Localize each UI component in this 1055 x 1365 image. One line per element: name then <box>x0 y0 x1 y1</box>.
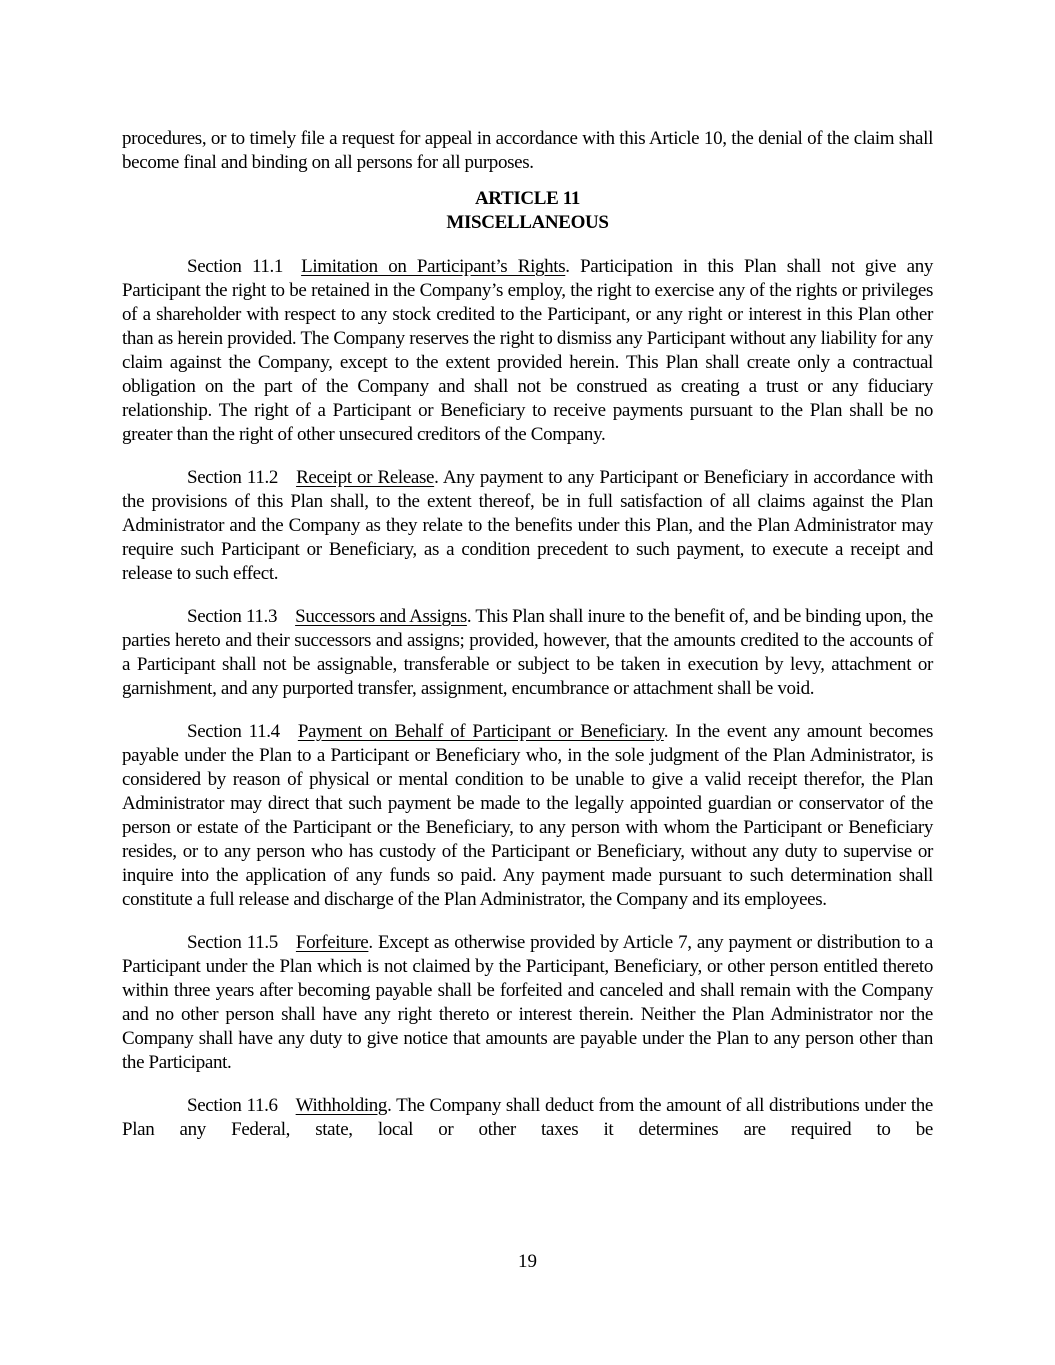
article-title: MISCELLANEOUS <box>446 212 609 233</box>
intro-paragraph <box>122 127 933 175</box>
section-title: Limitation on Participant’s Rights <box>301 256 566 277</box>
body-text <box>122 127 933 1161</box>
section-label: Section 11.2 <box>187 467 279 488</box>
section-body: . Except as otherwise provided by Article 7, any payment or distribution to a Participant under the Plan which is not claimed by the Participant, Beneficiary, or other person entitled thereto within three years after becoming payable shall be forfeited and canceled and shall remain with the Company and no other person shall have any right thereto or interest therein. Neither the Plan Administrator nor the Company shall have any duty to give notice that amounts are payable under the Plan to any person other than the Participant. <box>122 932 933 1073</box>
section-paragraph-11-2 <box>122 466 933 586</box>
section-paragraph-11-3 <box>122 605 933 701</box>
section-paragraph-11-5 <box>122 931 933 1075</box>
article-number: ARTICLE 11 <box>474 188 581 209</box>
section-body: . This Plan shall inure to the benefit of, and be binding upon, the parties hereto and their successors and assigns; provided, however, that the amounts credited to the accounts of a Participant shall not be assignable, transferable or subject to be taken in execution by levy, attachment or garnishment, and any purported transfer, assignment, encumbrance or attachment shall be void. <box>122 606 933 699</box>
section-label: Section 11.5 <box>187 932 278 953</box>
section-label: Section 11.3 <box>187 606 278 627</box>
section-body: . Participation in this Plan shall not give any Participant the right to be retained in the Company’s employ, the right to exercise any of the rights or privileges of a shareholder with respect to any stock credited to the Participant, or any right or interest in this Plan other than as herein provided. The Company reserves the right to dismiss any Participant without any liability for any claim against the Company, except to the extent provided herein. This Plan shall create only a contractual obligation on the part of the Company and shall not be construed as creating a trust or any fiduciary relationship. The right of a Participant or Beneficiary to receive payments pursuant to the Plan shall be no greater than the right of other unsecured creditors of the Company. <box>122 256 933 445</box>
section-title: Payment on Behalf of Participant or Beneficiary <box>297 721 664 742</box>
section-title: Receipt or Release <box>296 467 435 488</box>
section-paragraph-11-1 <box>122 255 933 447</box>
section-paragraph-11-6 <box>122 1094 933 1142</box>
section-title: Successors and Assigns <box>295 606 467 627</box>
section-body: . In the event any amount becomes payable under the Plan to a Participant or Beneficiary who, in the sole judgment of the Plan Administrator, is considered by reason of physical or mental condition to be unable to give a valid receipt therefor, the Plan Administrator may direct that such payment be made to the legally appointed guardian or conservator of the person or estate of the Participant or the Beneficiary, to any person with whom the Participant or Beneficiary resides, or to any person who has custody of the Participant or Beneficiary, without any duty to supervise or inquire into the application of any funds so paid. Any payment made pursuant to such determination shall constitute a full release and discharge of the Plan Administrator, the Company and its employees. <box>122 721 933 910</box>
section-paragraph-11-4 <box>122 720 933 912</box>
article-heading <box>122 187 933 235</box>
section-body: . Any payment to any Participant or Beneficiary in accordance with the provisions of this Plan shall, to the extent thereof, be in full satisfaction of all claims against the Plan Administrator and the Company as they relate to the benefits under this Plan, and the Plan Administrator may require such Participant or Beneficiary, as a condition precedent to such payment, to execute a receipt and release to such effect. <box>122 467 933 584</box>
section-label: Section 11.1 <box>187 256 284 277</box>
section-title: Withholding <box>295 1095 388 1116</box>
page-number: 19 <box>518 1251 537 1272</box>
intro-paragraph-text: procedures, or to timely file a request for appeal in accordance with this Article 10, the denial of the claim shall become final and binding on all persons for all purposes. <box>122 128 933 173</box>
section-label: Section 11.6 <box>187 1095 278 1116</box>
section-title: Forfeiture <box>295 932 369 953</box>
section-label: Section 11.4 <box>187 721 280 742</box>
section-body: . The Company shall deduct from the amount of all distributions under the Plan any Federal, state, local or other taxes it determines are required to be <box>122 1095 933 1140</box>
